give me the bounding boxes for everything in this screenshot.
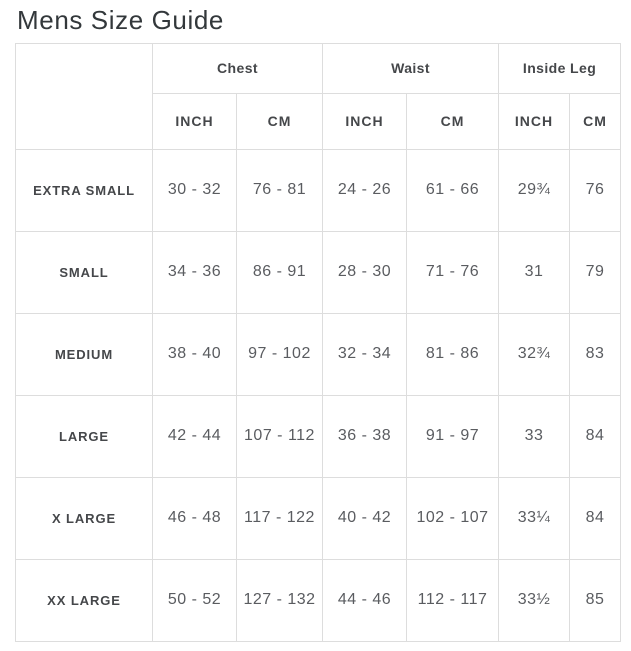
column-group-chest: Chest xyxy=(153,43,323,93)
value-cell: 107 - 112 xyxy=(237,395,323,477)
value-cell: 117 - 122 xyxy=(237,477,323,559)
page-title: Mens Size Guide xyxy=(17,5,224,35)
value-cell: 40 - 42 xyxy=(323,477,407,559)
value-cell: 33½ xyxy=(499,559,570,641)
value-cell: 33¼ xyxy=(499,477,570,559)
value-cell: 34 - 36 xyxy=(153,231,237,313)
chest-inch-header: INCH xyxy=(153,93,237,149)
value-cell: 29¾ xyxy=(499,149,570,231)
value-cell: 86 - 91 xyxy=(237,231,323,313)
corner-cell xyxy=(16,43,153,149)
table-row xyxy=(16,231,621,313)
value-cell: 24 - 26 xyxy=(323,149,407,231)
value-cell: 85 xyxy=(570,559,621,641)
table-row xyxy=(16,477,621,559)
value-cell: 81 - 86 xyxy=(407,313,499,395)
inside-leg-cm-header: CM xyxy=(570,93,621,149)
value-cell: 46 - 48 xyxy=(153,477,237,559)
inside-leg-inch-header: INCH xyxy=(499,93,570,149)
value-cell: 71 - 76 xyxy=(407,231,499,313)
value-cell: 91 - 97 xyxy=(407,395,499,477)
waist-inch-header: INCH xyxy=(323,93,407,149)
value-cell: 97 - 102 xyxy=(237,313,323,395)
value-cell: 127 - 132 xyxy=(237,559,323,641)
value-cell: 61 - 66 xyxy=(407,149,499,231)
size-label: LARGE xyxy=(16,395,153,477)
value-cell: 31 xyxy=(499,231,570,313)
value-cell: 30 - 32 xyxy=(153,149,237,231)
table-row xyxy=(16,313,621,395)
value-cell: 84 xyxy=(570,395,621,477)
size-label: SMALL xyxy=(16,231,153,313)
group-header-row xyxy=(16,43,621,93)
value-cell: 32¾ xyxy=(499,313,570,395)
value-cell: 44 - 46 xyxy=(323,559,407,641)
value-cell: 112 - 117 xyxy=(407,559,499,641)
table-row xyxy=(16,559,621,641)
size-label: MEDIUM xyxy=(16,313,153,395)
table-row xyxy=(16,149,621,231)
waist-cm-header: CM xyxy=(407,93,499,149)
table-row xyxy=(16,395,621,477)
value-cell: 33 xyxy=(499,395,570,477)
value-cell: 28 - 30 xyxy=(323,231,407,313)
value-cell: 84 xyxy=(570,477,621,559)
value-cell: 83 xyxy=(570,313,621,395)
column-group-inside-leg: Inside Leg xyxy=(499,43,621,93)
value-cell: 42 - 44 xyxy=(153,395,237,477)
value-cell: 76 - 81 xyxy=(237,149,323,231)
value-cell: 50 - 52 xyxy=(153,559,237,641)
value-cell: 76 xyxy=(570,149,621,231)
value-cell: 36 - 38 xyxy=(323,395,407,477)
value-cell: 79 xyxy=(570,231,621,313)
size-guide-table xyxy=(15,43,621,642)
value-cell: 102 - 107 xyxy=(407,477,499,559)
value-cell: 38 - 40 xyxy=(153,313,237,395)
column-group-waist: Waist xyxy=(323,43,499,93)
value-cell: 32 - 34 xyxy=(323,313,407,395)
size-label: X LARGE xyxy=(16,477,153,559)
chest-cm-header: CM xyxy=(237,93,323,149)
size-label: EXTRA SMALL xyxy=(16,149,153,231)
size-label: XX LARGE xyxy=(16,559,153,641)
